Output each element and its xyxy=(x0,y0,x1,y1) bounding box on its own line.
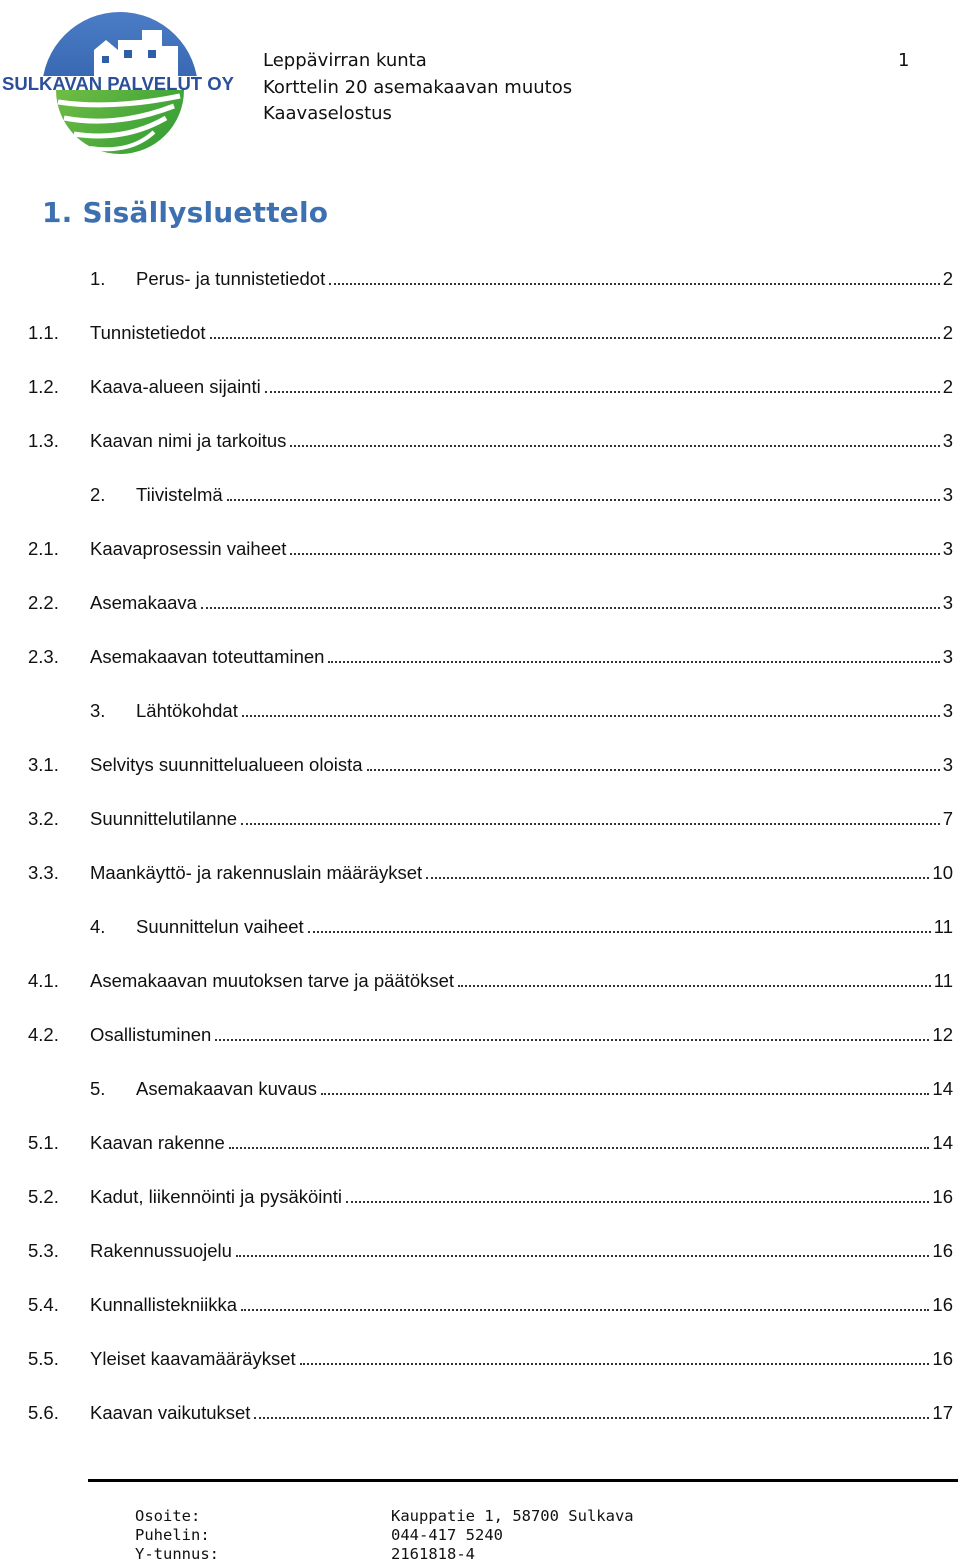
toc-heading: 1. Sisällysluettelo xyxy=(42,196,329,229)
toc-entry[interactable] xyxy=(28,1282,953,1316)
toc-entry[interactable] xyxy=(28,1228,953,1262)
toc-entry-number: 5. xyxy=(90,1078,106,1099)
toc-entry-title: Rakennussuojelu xyxy=(90,1240,232,1261)
toc-entry[interactable] xyxy=(90,688,953,722)
toc-entry-page: 16 xyxy=(932,1240,953,1261)
toc-entry[interactable] xyxy=(28,742,953,776)
toc-entry-page: 3 xyxy=(942,484,953,505)
toc-dot-leader xyxy=(329,277,939,285)
toc-entry-number: 5.4. xyxy=(28,1294,59,1315)
toc-entry-number: 2.2. xyxy=(28,592,59,613)
toc-entry-page: 3 xyxy=(942,538,953,559)
toc-dot-leader xyxy=(426,871,929,879)
footer-address-label: Osoite: xyxy=(135,1507,201,1525)
toc-entry[interactable] xyxy=(28,310,953,344)
footer-phone-label: Puhelin: xyxy=(135,1526,210,1544)
toc-entry-number: 3. xyxy=(90,700,106,721)
toc-entry-number: 5.6. xyxy=(28,1402,59,1423)
header-municipality: Leppävirran kunta xyxy=(263,50,427,71)
footer-divider xyxy=(88,1479,958,1482)
toc-entry-title: Yleiset kaavamääräykset xyxy=(90,1348,296,1369)
toc-entry-number: 2.1. xyxy=(28,538,59,559)
toc-entry-number: 5.5. xyxy=(28,1348,59,1369)
toc-dot-leader xyxy=(210,331,940,339)
toc-entry-page: 16 xyxy=(932,1294,953,1315)
toc-entry-title: Suunnittelun vaiheet xyxy=(136,916,304,937)
toc-entry[interactable] xyxy=(28,364,953,398)
toc-entry-title: Lähtökohdat xyxy=(136,700,238,721)
toc-entry-number: 3.2. xyxy=(28,808,59,829)
toc-entry-number: 2.3. xyxy=(28,646,59,667)
toc-entry-title: Tunnistetiedot xyxy=(90,322,206,343)
header-plan-name: Korttelin 20 asemakaavan muutos xyxy=(263,76,573,98)
toc-entry-title: Kaava-alueen sijainti xyxy=(90,376,261,397)
toc-entry-page: 10 xyxy=(932,862,953,883)
toc-entry-page: 11 xyxy=(933,916,953,937)
toc-entry-number: 1.2. xyxy=(28,376,59,397)
toc-entry[interactable] xyxy=(90,1066,953,1100)
toc-entry-number: 4.1. xyxy=(28,970,59,991)
toc-entry-page: 17 xyxy=(932,1402,953,1423)
toc-entry-title: Suunnittelutilanne xyxy=(90,808,238,829)
toc-entry-title: Kaavaprosessin vaiheet xyxy=(90,538,287,559)
company-logo xyxy=(2,10,234,160)
toc-entry[interactable] xyxy=(28,850,953,884)
toc-entry-title: Tiivistelmä xyxy=(136,484,223,505)
header-document-type: Kaavaselostus xyxy=(263,103,392,124)
toc-entry-number: 4. xyxy=(90,916,106,937)
toc-entry-title: Kaavan vaikutukset xyxy=(90,1402,251,1423)
toc-entry[interactable] xyxy=(90,472,953,506)
toc-entry[interactable] xyxy=(28,580,953,614)
toc-entry-title: Asemakaavan kuvaus xyxy=(136,1078,317,1099)
toc-entry-title: Perus- ja tunnistetiedot xyxy=(136,268,326,289)
toc-entry[interactable] xyxy=(28,634,953,668)
toc-entry-page: 3 xyxy=(942,754,953,775)
toc-dot-leader xyxy=(300,1357,930,1365)
toc-entry-page: 2 xyxy=(942,322,953,343)
toc-dot-leader xyxy=(227,493,940,501)
toc-dot-leader xyxy=(215,1033,929,1041)
toc-entry-number: 5.1. xyxy=(28,1132,59,1153)
toc-entry[interactable] xyxy=(28,418,953,452)
toc-entry-page: 3 xyxy=(942,700,953,721)
toc-dot-leader xyxy=(367,763,940,771)
toc-entry-page: 11 xyxy=(933,970,953,991)
toc-dot-leader xyxy=(308,925,931,933)
toc-entry-page: 2 xyxy=(942,268,953,289)
footer-business-id-value: 2161818-4 xyxy=(391,1545,475,1563)
toc-entry-number: 1. xyxy=(90,268,106,289)
toc-entry-title: Asemakaavan muutoksen tarve ja päätökset xyxy=(90,970,455,991)
toc-entry-number: 1.1. xyxy=(28,322,59,343)
toc-entry-title: Asemakaavan toteuttaminen xyxy=(90,646,325,667)
toc-entry-page: 16 xyxy=(932,1348,953,1369)
toc-dot-leader xyxy=(458,979,931,987)
toc-entry-number: 5.3. xyxy=(28,1240,59,1261)
toc-entry[interactable] xyxy=(90,904,953,938)
toc-entry[interactable] xyxy=(28,1390,953,1424)
toc-entry-number: 1.3. xyxy=(28,430,59,451)
toc-entry-number: 4.2. xyxy=(28,1024,59,1045)
toc-entry-page: 3 xyxy=(942,430,953,451)
toc-entry-title: Kunnallistekniikka xyxy=(90,1294,238,1315)
toc-dot-leader xyxy=(241,817,940,825)
footer-address-value: Kauppatie 1, 58700 Sulkava xyxy=(391,1507,634,1525)
toc-entry-page: 3 xyxy=(942,646,953,667)
toc-entry-page: 14 xyxy=(932,1078,953,1099)
toc-entry-title: Kaavan nimi ja tarkoitus xyxy=(90,430,287,451)
page-number: 1 xyxy=(898,50,910,71)
toc-entry[interactable] xyxy=(28,796,953,830)
toc-entry[interactable] xyxy=(28,526,953,560)
document-footer xyxy=(135,1507,634,1564)
footer-business-id-label: Y-tunnus: xyxy=(135,1545,219,1563)
document-header xyxy=(263,48,572,128)
toc-entry-title: Maankäyttö- ja rakennuslain määräykset xyxy=(90,862,423,883)
toc-entry[interactable] xyxy=(28,1174,953,1208)
toc-dot-leader xyxy=(241,1303,929,1311)
toc-dot-leader xyxy=(290,439,939,447)
toc-entry-title: Kaavan rakenne xyxy=(90,1132,225,1153)
toc-entry[interactable] xyxy=(28,1012,953,1046)
toc-entry[interactable] xyxy=(90,256,953,290)
toc-entry[interactable] xyxy=(28,1120,953,1154)
toc-entry-page: 2 xyxy=(942,376,953,397)
toc-entry-page: 12 xyxy=(932,1024,953,1045)
toc-entry-page: 14 xyxy=(932,1132,953,1153)
toc-dot-leader xyxy=(346,1195,929,1203)
toc-entry-title: Kadut, liikennöinti ja pysäköinti xyxy=(90,1186,342,1207)
logo-text: SULKAVAN PALVELUT OY xyxy=(2,73,234,94)
toc-dot-leader xyxy=(328,655,939,663)
toc-entry-page: 7 xyxy=(942,808,953,829)
toc-dot-leader xyxy=(201,601,940,609)
toc-entry[interactable] xyxy=(28,958,953,992)
toc-entry-page: 16 xyxy=(932,1186,953,1207)
toc-dot-leader xyxy=(321,1087,929,1095)
toc-dot-leader xyxy=(290,547,939,555)
toc-entry-number: 2. xyxy=(90,484,106,505)
toc-dot-leader xyxy=(229,1141,930,1149)
footer-phone-value: 044-417 5240 xyxy=(391,1526,503,1544)
toc-dot-leader xyxy=(242,709,940,717)
toc-entry-number: 3.1. xyxy=(28,754,59,775)
toc-entry[interactable] xyxy=(28,1336,953,1370)
toc-entry-number: 3.3. xyxy=(28,862,59,883)
toc-dot-leader xyxy=(236,1249,929,1257)
toc-dot-leader xyxy=(254,1411,929,1419)
toc-entry-title: Selvitys suunnittelualueen oloista xyxy=(90,754,363,775)
toc-entry-title: Osallistuminen xyxy=(90,1024,212,1045)
toc-entry-page: 3 xyxy=(942,592,953,613)
toc-entry-number: 5.2. xyxy=(28,1186,59,1207)
toc-entry-title: Asemakaava xyxy=(90,592,197,613)
toc-dot-leader xyxy=(265,385,940,393)
